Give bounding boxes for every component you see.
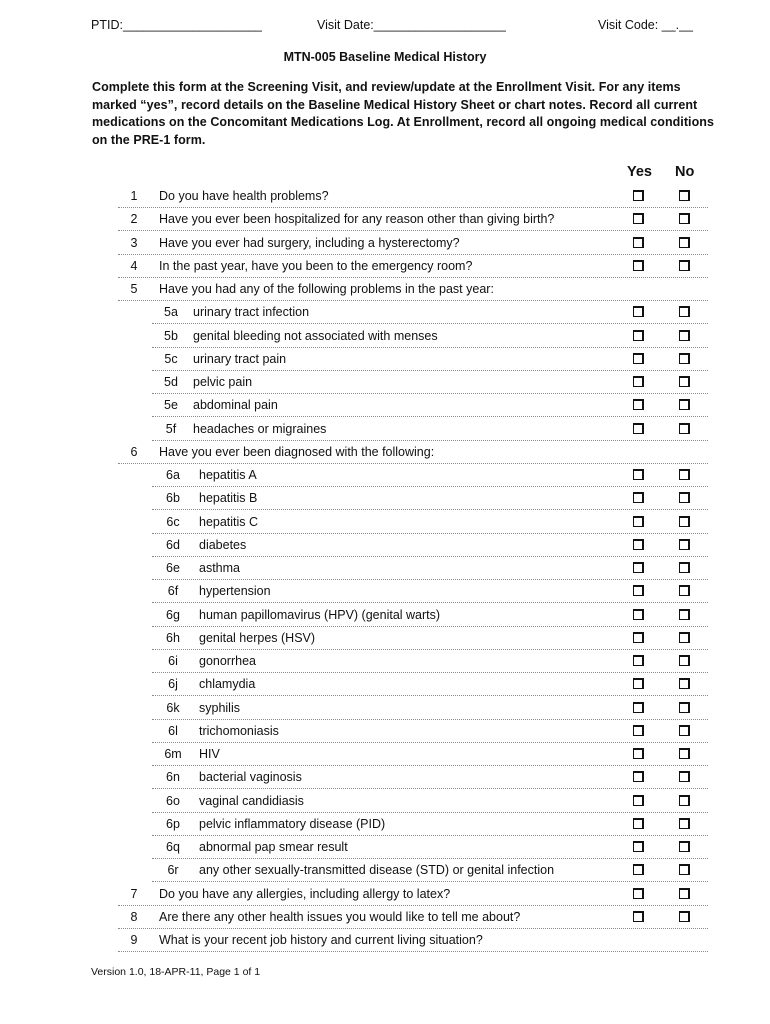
no-checkbox[interactable] — [679, 864, 690, 875]
question-row — [0, 464, 770, 487]
question-row — [0, 534, 770, 557]
no-checkbox[interactable] — [679, 585, 690, 596]
yes-checkbox[interactable] — [633, 841, 644, 852]
question-text: What is your recent job history and current living situation? — [159, 933, 483, 947]
question-row — [0, 301, 770, 324]
yes-checkbox[interactable] — [633, 469, 644, 480]
question-text: Have you ever been diagnosed with the following: — [159, 444, 435, 459]
question-row — [0, 836, 770, 859]
question-row — [0, 580, 770, 603]
footer-version: Version 1.0, 18-APR-11, Page 1 of 1 — [91, 966, 261, 978]
question-text: Are there any other health issues you would like to tell me about? — [159, 909, 521, 924]
sub-question-number: 6p — [166, 816, 180, 831]
sub-question-number: 6n — [166, 770, 180, 785]
sub-question-number: 6c — [166, 514, 180, 529]
sub-question-text: urinary tract infection — [193, 305, 310, 320]
sub-question-text: gonorrhea — [199, 654, 256, 668]
sub-question-text: diabetes — [199, 537, 247, 552]
question-text: Have you had any of the following problems in the past year: — [159, 282, 494, 296]
yes-checkbox[interactable] — [633, 492, 644, 503]
yes-checkbox[interactable] — [633, 213, 644, 224]
question-row — [0, 650, 770, 673]
no-checkbox[interactable] — [679, 237, 690, 248]
column-header-yes: Yes — [627, 164, 652, 180]
sub-question-number: 5d — [164, 375, 178, 389]
sub-question-text: bacterial vaginosis — [199, 770, 302, 785]
no-checkbox[interactable] — [679, 911, 690, 922]
sub-question-text: genital bleeding not associated with menses — [193, 328, 438, 343]
yes-checkbox[interactable] — [633, 330, 644, 341]
question-row — [0, 394, 770, 417]
no-checkbox[interactable] — [679, 423, 690, 434]
yes-checkbox[interactable] — [633, 399, 644, 410]
sub-question-number: 5b — [164, 328, 178, 343]
sub-question-number: 5f — [165, 421, 177, 436]
question-number: 9 — [130, 933, 138, 947]
no-checkbox[interactable] — [679, 841, 690, 852]
yes-checkbox[interactable] — [633, 655, 644, 666]
yes-checkbox[interactable] — [633, 190, 644, 201]
yes-checkbox[interactable] — [633, 795, 644, 806]
sub-question-text: pelvic inflammatory disease (PID) — [199, 816, 386, 831]
sub-question-number: 6k — [166, 700, 180, 715]
sub-question-number: 6d — [166, 537, 180, 552]
question-row — [0, 418, 770, 441]
question-number: 4 — [130, 258, 138, 273]
question-row — [0, 278, 770, 301]
yes-checkbox[interactable] — [633, 748, 644, 759]
sub-question-number: 6f — [167, 584, 179, 599]
question-text: Do you have any allergies, including allergy to latex? — [159, 886, 451, 901]
yes-checkbox[interactable] — [633, 353, 644, 364]
form-instructions: Complete this form at the Screening Visit, and review/update at the Enrollment Visit. For any items marked “yes”, record details on the Baseline Medical History Sheet or chart notes. Record all current medications on the Concomitant Medications Log. At Enrollment, record all ongoing medical conditions on the PRE-1 form. — [92, 80, 714, 147]
question-row — [0, 557, 770, 580]
question-text: Do you have health problems? — [159, 189, 329, 203]
question-row — [0, 859, 770, 882]
no-checkbox[interactable] — [679, 748, 690, 759]
yes-checkbox[interactable] — [633, 771, 644, 782]
no-checkbox[interactable] — [679, 306, 690, 317]
no-checkbox[interactable] — [679, 492, 690, 503]
yes-checkbox[interactable] — [633, 585, 644, 596]
sub-question-text: abnormal pap smear result — [199, 840, 348, 854]
question-number: 2 — [130, 212, 138, 227]
sub-question-number: 6o — [166, 793, 180, 808]
yes-checkbox[interactable] — [633, 702, 644, 713]
yes-checkbox[interactable] — [633, 678, 644, 689]
no-checkbox[interactable] — [679, 632, 690, 643]
question-row — [0, 697, 770, 720]
question-number: 5 — [130, 282, 138, 296]
no-checkbox[interactable] — [679, 469, 690, 480]
question-row — [0, 441, 770, 464]
no-checkbox[interactable] — [679, 818, 690, 829]
sub-question-number: 6e — [166, 561, 180, 575]
question-text: In the past year, have you been to the emergency room? — [159, 258, 473, 273]
no-checkbox[interactable] — [679, 376, 690, 387]
yes-checkbox[interactable] — [633, 260, 644, 271]
visit-date-field[interactable]: Visit Date:___________________ — [317, 18, 506, 32]
question-row — [0, 906, 770, 929]
sub-question-text: pelvic pain — [193, 375, 253, 389]
sub-question-text: hepatitis A — [199, 468, 257, 482]
question-row — [0, 185, 770, 208]
sub-question-number: 6j — [168, 677, 178, 692]
no-checkbox[interactable] — [679, 399, 690, 410]
sub-question-text: chlamydia — [199, 677, 256, 692]
yes-checkbox[interactable] — [633, 818, 644, 829]
yes-checkbox[interactable] — [633, 516, 644, 527]
sub-question-text: hypertension — [199, 584, 271, 599]
yes-checkbox[interactable] — [633, 562, 644, 573]
no-checkbox[interactable] — [679, 771, 690, 782]
sub-question-number: 6m — [164, 747, 182, 761]
no-checkbox[interactable] — [679, 260, 690, 271]
sub-question-text: urinary tract pain — [193, 351, 287, 366]
yes-checkbox[interactable] — [633, 609, 644, 620]
question-row — [0, 790, 770, 813]
no-checkbox[interactable] — [679, 330, 690, 341]
question-number: 6 — [130, 444, 138, 459]
sub-question-number: 6q — [166, 840, 180, 854]
sub-question-number: 6l — [168, 723, 178, 738]
sub-question-text: hepatitis C — [199, 514, 259, 529]
no-checkbox[interactable] — [679, 516, 690, 527]
no-checkbox[interactable] — [679, 678, 690, 689]
yes-checkbox[interactable] — [633, 911, 644, 922]
sub-question-text: syphilis — [199, 700, 240, 715]
yes-checkbox[interactable] — [633, 632, 644, 643]
sub-question-text: human papillomavirus (HPV) (genital warts) — [199, 607, 441, 622]
form-title: MTN-005 Baseline Medical History — [283, 50, 487, 64]
sub-question-number: 6b — [166, 491, 180, 506]
question-row — [0, 371, 770, 394]
question-number: 3 — [130, 235, 138, 250]
no-checkbox[interactable] — [679, 213, 690, 224]
sub-question-number: 6a — [166, 468, 180, 482]
sub-question-number: 5a — [164, 305, 178, 320]
yes-checkbox[interactable] — [633, 888, 644, 899]
sub-question-text: trichomoniasis — [199, 723, 279, 738]
question-row — [0, 627, 770, 650]
sub-question-text: HIV — [199, 747, 220, 761]
question-row — [0, 673, 770, 696]
question-text: Have you ever been hospitalized for any reason other than giving birth? — [159, 212, 555, 227]
no-checkbox[interactable] — [679, 655, 690, 666]
question-row — [0, 232, 770, 255]
sub-question-number: 6g — [166, 607, 180, 622]
sub-question-number: 6i — [168, 654, 178, 668]
question-row — [0, 511, 770, 534]
ptid-field[interactable]: PTID:____________________ — [91, 18, 262, 32]
sub-question-number: 5c — [164, 351, 178, 366]
sub-question-text: asthma — [199, 561, 240, 575]
no-checkbox[interactable] — [679, 609, 690, 620]
no-checkbox[interactable] — [679, 888, 690, 899]
sub-question-number: 5e — [164, 398, 178, 413]
no-checkbox[interactable] — [679, 539, 690, 550]
question-row — [0, 604, 770, 627]
question-text: Have you ever had surgery, including a hysterectomy? — [159, 235, 460, 250]
sub-question-text: any other sexually-transmitted disease (STD) or genital infection — [199, 863, 555, 878]
yes-checkbox[interactable] — [633, 376, 644, 387]
question-row — [0, 743, 770, 766]
row-divider — [118, 951, 708, 952]
question-number: 1 — [130, 189, 138, 203]
question-row — [0, 348, 770, 371]
yes-checkbox[interactable] — [633, 539, 644, 550]
question-row — [0, 720, 770, 743]
question-number: 8 — [130, 909, 138, 924]
sub-question-number: 6h — [166, 630, 180, 645]
yes-checkbox[interactable] — [633, 237, 644, 248]
sub-question-text: abdominal pain — [193, 398, 278, 413]
question-number: 7 — [130, 886, 138, 901]
no-checkbox[interactable] — [679, 725, 690, 736]
column-header-no: No — [675, 164, 695, 180]
question-row — [0, 883, 770, 906]
sub-question-text: headaches or migraines — [193, 421, 327, 436]
question-row — [0, 813, 770, 836]
sub-question-text: genital herpes (HSV) — [199, 630, 316, 645]
question-row — [0, 208, 770, 231]
no-checkbox[interactable] — [679, 702, 690, 713]
no-checkbox[interactable] — [679, 190, 690, 201]
question-row — [0, 325, 770, 348]
sub-question-text: vaginal candidiasis — [199, 793, 304, 808]
no-checkbox[interactable] — [679, 353, 690, 364]
sub-question-text: hepatitis B — [199, 491, 258, 506]
question-row — [0, 255, 770, 278]
visit-code-field[interactable]: Visit Code: __.__ — [598, 18, 693, 32]
question-row — [0, 766, 770, 789]
sub-question-number: 6r — [167, 863, 179, 878]
yes-checkbox[interactable] — [633, 423, 644, 434]
yes-checkbox[interactable] — [633, 306, 644, 317]
question-row — [0, 929, 770, 952]
no-checkbox[interactable] — [679, 562, 690, 573]
yes-checkbox[interactable] — [633, 725, 644, 736]
yes-checkbox[interactable] — [633, 864, 644, 875]
question-row — [0, 487, 770, 510]
no-checkbox[interactable] — [679, 795, 690, 806]
